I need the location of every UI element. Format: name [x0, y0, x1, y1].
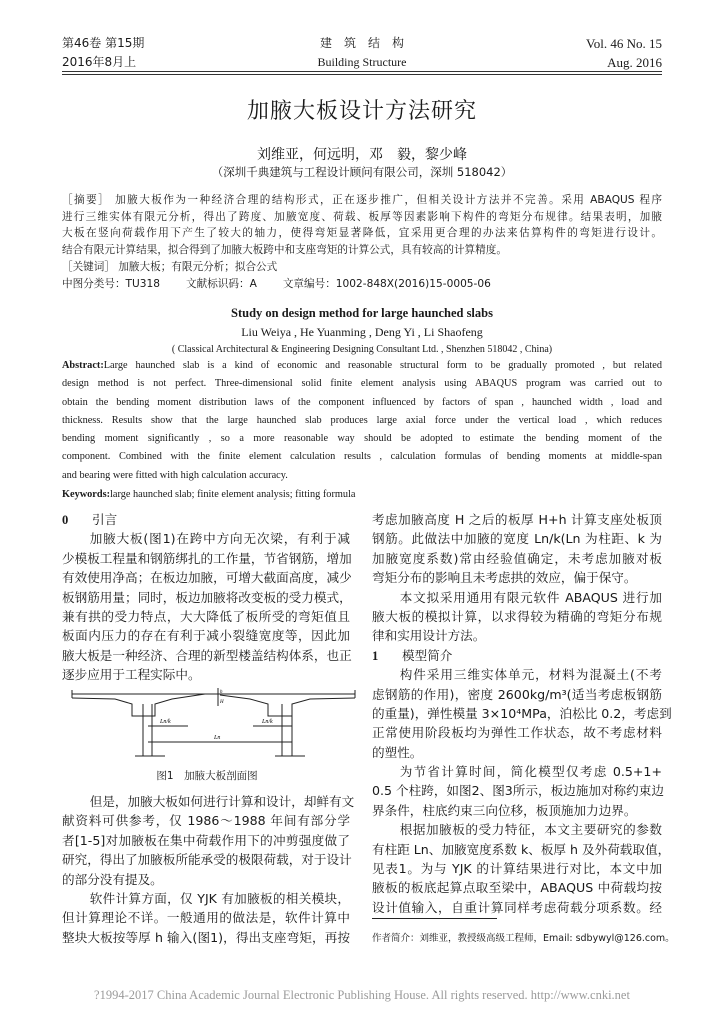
- paragraph-line: 根据加腋板的受力特征，本文主要研究的参数: [399, 822, 662, 838]
- right-haunch: [220, 695, 355, 716]
- abstract-cn-line: [62, 192, 662, 209]
- clc-number: 中图分类号：TU318: [62, 277, 161, 290]
- footnote-divider: [372, 918, 497, 919]
- english-authors: Liu Weiya , He Yuanming , Deng Yi , Li Shaofeng: [241, 325, 483, 339]
- section-heading: [62, 510, 350, 529]
- abstract-label: ［摘要］: [62, 194, 111, 206]
- keywords-label: ［关键词］: [62, 260, 115, 273]
- journal-issue: [62, 34, 144, 72]
- paper-title: 加腋大板设计方法研究: [246, 99, 477, 124]
- paragraph-line: 但是，加腋大板如何进行计算和设计，却鲜有文: [89, 794, 355, 809]
- english-title: Study on design method for large haunched slabs: [231, 306, 493, 320]
- journal-name: [262, 34, 462, 72]
- paragraph-line: 的重量)，弹性模量 3×10⁴MPa，泊松比 0.2，考虑到: [372, 705, 672, 721]
- paragraph-line: 本文拟采用通用有限元软件 ABAQUS 进行加: [399, 589, 662, 605]
- label-slab-thickness: h: [220, 690, 223, 695]
- keywords-text-en: large haunched slab; finite element analysis; fitting formula: [110, 489, 356, 501]
- issue-date: 2016年8月上: [62, 55, 137, 69]
- english-abstract-line: and bearing were fitted with high calculation accuracy.: [62, 469, 288, 481]
- paragraph-line: 者[1-5]对加腋板在集中荷载作用下的冲剪强度做了: [62, 832, 350, 848]
- paragraph-line: 兼有拱的受力特点，大大降低了板所受的弯矩值且: [62, 608, 350, 624]
- paragraph-line: 的塑性。: [372, 744, 423, 760]
- header-divider: [62, 71, 662, 75]
- section-title: 模型简介: [402, 647, 453, 663]
- abstract-cn-line: 进行三维实体有限元分析，得出了跨度、加腋宽度、荷载、板厚等因素影响下构件的弯矩分布规律。结果表明，加腋: [62, 210, 662, 223]
- abstract-text: 加腋大板作为一种经济合理的结构形式，正在逐步推广，但相关设计方法并不完善。采用 ABAQUS 程序: [115, 194, 663, 206]
- paragraph-line: 设计值输入，自重计算同样考虑荷载分项系数。经: [372, 899, 662, 915]
- paragraph-line: 腋大板是一种经济、合理的新型楼盖结构体系，也正: [62, 647, 352, 663]
- paragraph-line: 加腋大板(图1)在跨中方向无次梁，有利于减: [89, 531, 350, 547]
- paragraph-line: 腋大板的模拟计算，以求得较为精确的弯矩分布规: [372, 608, 662, 624]
- english-abstract-line: component. Combined with the finite element calculation results , calculation formulas of bending moments at middle-span: [62, 451, 662, 463]
- copyright-footer: ?1994-2017 China Academic Journal Electronic Publishing House. All rights reserved. http://www.cnki.net: [94, 988, 630, 1002]
- journal-issue-en: [586, 34, 662, 72]
- paragraph-line: 板钢筋用量；同时，板边加腋将改变板的受力模式，: [62, 589, 352, 605]
- paragraph-line: 有效使用净高；在板边加腋，可增大截面高度，减少: [62, 570, 352, 586]
- english-abstract-line: [62, 357, 662, 375]
- keywords-cn: [62, 259, 662, 276]
- author-footnote: 作者简介：刘维亚，教授级高级工程师，Email: sdbywyl@126.com。: [372, 933, 675, 944]
- abstract-cn: [62, 192, 662, 292]
- label-haunch-width-right: Ln/k: [262, 719, 273, 725]
- english-abstract-line: bending moment significantly , so a more reasonable way should be adopted to estimate the bending moment of the: [62, 433, 662, 445]
- paper-authors: 刘维亚，何远明，邓 毅，黎少峰: [257, 147, 467, 163]
- body-left-column-bottom: [62, 792, 355, 947]
- label-span: Ln: [214, 735, 221, 741]
- paragraph-line: 律和实用设计方法。: [372, 628, 486, 644]
- paper-affiliation: （深圳千典建筑与工程设计顾问有限公司，深圳 518042）: [211, 165, 513, 179]
- journal-name-cn: 建 筑 结 构: [319, 36, 404, 50]
- document-code: 文献标识码：A: [186, 277, 257, 290]
- paragraph-line: 的部分没有提及。: [62, 871, 163, 887]
- classification-line: [62, 276, 662, 293]
- paragraph-line: 见表1。为与 YJK 的计算结果进行对比，本文中加: [372, 861, 662, 877]
- english-abstract-line: thickness. Results show that the large haunched slab produces large axial force under the vertical load , which reduces: [62, 414, 662, 426]
- paragraph-line: 正常使用阶段板均为弹性工作状态，故不考虑材料: [372, 725, 662, 741]
- paragraph-line: 加腋宽度系数)常由经验值确定，未考虑加腋对板: [372, 550, 662, 566]
- journal-name-en: Building Structure: [317, 55, 407, 69]
- figure-1-haunched-slab-section: [70, 686, 360, 766]
- paragraph-line: 弯矩分布的影响且未考虑拱的效应，偏于保守。: [372, 570, 637, 586]
- section-title: 引言: [92, 512, 118, 527]
- abstract-cn-line: 结合有限元计算结果，拟合得到了加腋大板跨中和支座弯矩的计算公式，具有较高的计算精度。: [62, 244, 507, 257]
- keywords-label-en: Keywords:: [62, 489, 111, 501]
- paragraph-line: 腋板的板底起算点取至梁中，ABAQUS 中荷载均按: [372, 880, 662, 896]
- left-haunch: [72, 694, 205, 716]
- paragraph-line: 构件采用三维实体单元，材料为混凝土(不考: [399, 667, 662, 683]
- paragraph-line: 虑钢筋的作用)，密度 2600kg/m³(适当考虑板钢筋: [372, 686, 662, 702]
- label-haunch-width-left: Ln/k: [160, 719, 171, 725]
- issue-date-en: Aug. 2016: [607, 55, 662, 70]
- figure-1-caption: 图1 加腋大板剖面图: [156, 770, 258, 782]
- paragraph-line: 考虑加腋高度 H 之后的板厚 H+h 计算支座处板顶: [372, 512, 662, 527]
- paragraph-line: 0.5 个柱跨，如图2、图3所示，板边施加对称约束边: [372, 783, 664, 799]
- label-haunch-height: H: [220, 700, 224, 705]
- article-number: 文章编号：1002-848X(2016)15-0005-06: [282, 277, 491, 290]
- body-right-column: [372, 510, 672, 917]
- paragraph-line: 整块大板按等厚 h 输入(图1)，得出支座弯矩，再按: [62, 929, 350, 945]
- english-keywords: [62, 486, 662, 504]
- english-abstract: [62, 357, 662, 504]
- paragraph-line: 板面内压力的存在有利于减小裂缝宽度等，因此加: [62, 628, 350, 644]
- paragraph-line: 软件计算方面，仅 YJK 有加腋板的相关模块，: [89, 890, 350, 906]
- issue-volume: 第46卷 第15期: [62, 36, 145, 50]
- paragraph-line: 有柱距 Ln、加腋宽度系数 k、板厚 h 及外荷载取值，: [372, 841, 671, 857]
- paragraph-line: 钢筋。此做法中加腋的宽度 Ln/k(Ln 为柱距、k 为: [372, 531, 662, 547]
- english-abstract-line: design method is not perfect. Three-dimensional solid finite element analysis using ABAQUS program was carried out to: [62, 378, 662, 390]
- abstract-text-en: Large haunched slab is a kind of economic and reasonable structural form to be gradually promoted , but related: [103, 360, 662, 371]
- paragraph-line: 少模板工程量和钢筋绑扎的工作量，节省钢筋，增加: [62, 550, 352, 566]
- paragraph-line: 研究，得出了加腋板所能承受的极限荷载，对于设计: [62, 852, 352, 868]
- section-heading: [372, 646, 662, 665]
- english-affiliation: ( Classical Architectural & Engineering Designing Consultant Ltd. , Shenzhen 518042 , China): [171, 344, 553, 355]
- section-number: 1: [372, 648, 379, 663]
- paragraph-line: 逐步应用于工程实际中。: [62, 667, 201, 683]
- paragraph-line: 为节省计算时间，简化模型仅考虑 0.5+1+: [399, 764, 662, 780]
- paragraph-line: 界条件，柱底约束三向位移，板顶施加力边界。: [372, 802, 637, 818]
- section-number: 0: [62, 513, 69, 527]
- keywords-text: 加腋大板；有限元分析；拟合公式: [118, 260, 278, 273]
- abstract-cn-line: 大板在竖向荷载作用下产生了较大的轴力，使得弯矩显著降低，宜采用更合理的办法来估算构件的弯矩进行设计。: [62, 227, 662, 240]
- issue-volume-en: Vol. 46 No. 15: [586, 36, 662, 51]
- english-abstract-line: obtain the bending moment distribution laws of the component influenced by factors of span , haunched width , load and: [62, 396, 662, 408]
- abstract-label-en: Abstract:: [62, 360, 104, 371]
- paragraph-line: 但计算理论不详。一般通用的做法是，软件计算中: [62, 910, 350, 926]
- paragraph-line: 献资料可供参考，仅 1986～1988 年间有部分学: [62, 813, 350, 829]
- body-left-column-top: [62, 510, 350, 685]
